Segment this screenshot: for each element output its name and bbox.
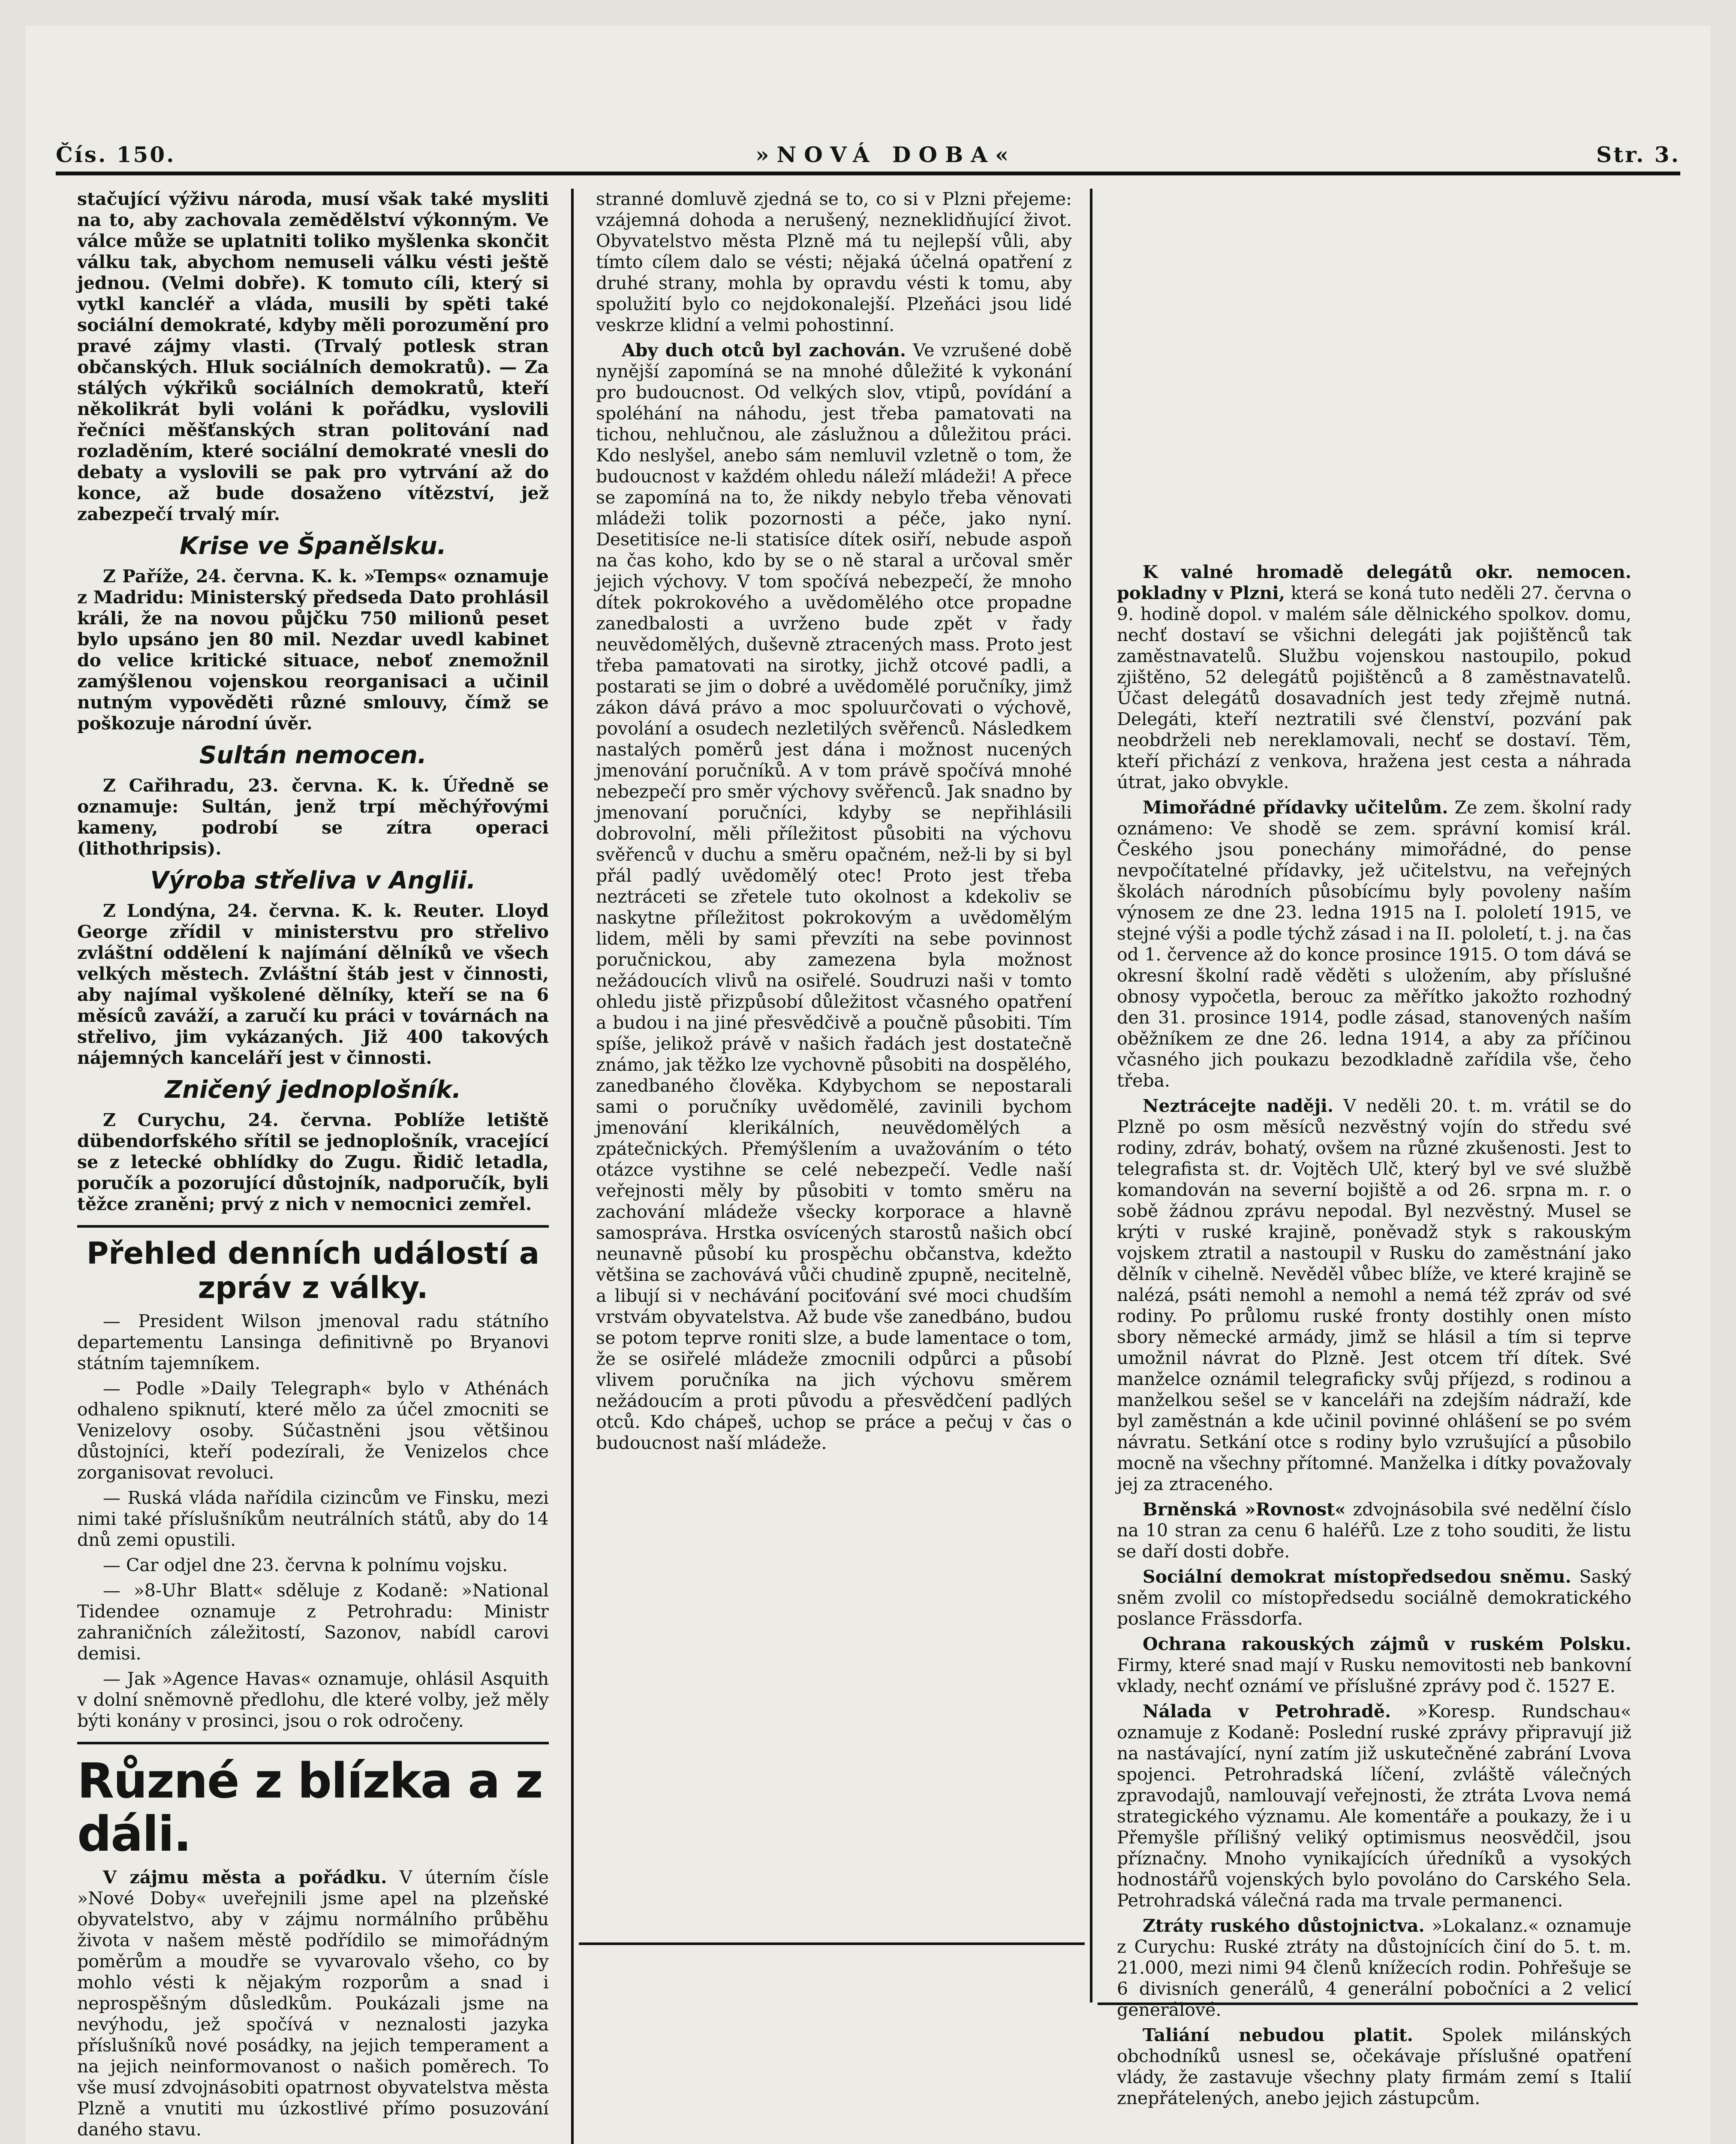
heading-krise: Krise ve Španělsku. xyxy=(180,532,446,560)
article-continuation: stačující výživu národa, musí však také mysliti na to, aby zachovala zemědělství výkonným. Ve válce může se uplatniti toliko myšlenka skončit válku tak, abychom nemuseli válku vésti ještě jednou. (Velmi dobře). K tomuto cíli, který si vytkl kancléř a vláda, musili by spěti také sociální demokraté, kdyby měli porozumění pro pravé zájmy vlasti. (Trvalý potlesk stran občanských. Hluk sociálních demokratů). — Za stálých výkřiků sociálních demokratů, kteří několikrát byli voláni k pořádku, vyslovili řečníci měšťanských stran politování nad rozladěním, které sociální demokraté vnesli do debaty a vyslovili se pak pro vytrvání až do konce, až bude dosaženo vítězství, jež zabezpečí trvalý mír. xyxy=(77,189,549,524)
prehled-item: — Podle »Daily Telegraph« bylo v Athénách odhaleno spiknutí, které mělo za účel zmocniti se Venizelovy osoby. Súčastněni jsou většinou důstojníci, kteří podezírali, že Venizelos chce zorganisovat revoluci. xyxy=(77,1378,549,1483)
article-pridavky-body: Ze zem. školní rady oznámeno: Ve shodě se zem. správní komisí král. Českého jsou ponechány mimořádné, do pense nevpočítatelné přídavky, jež učitelstvu, na veřejných školách národních působícímu byly povoleny naším výnosem ze dne 23. ledna 1915 na I. pololetí 1915, ve stejné výši a podle týchž zásad i na II. pololetí, t. j. na čas od 1. července až do konce prosince 1915. O tom dává se okresní školní radě věděti s uložením, aby příslušné obnosy vypočetla, berouc za měřítko jakožto rozhodný den 31. prosince 1914, podle zásad, stanovených naším oběžníkem ze dne 26. ledna 1914, a aby za příčinou včasného jich poukazu bezodkladně zařídila vše, čeho třeba. xyxy=(1117,797,1631,1091)
article-talian xyxy=(1117,2025,1631,2109)
running-head xyxy=(56,120,1680,175)
page-number: Str. 3. xyxy=(1596,142,1680,167)
column-2 xyxy=(596,189,1072,2007)
article-socdem-lead: Sociální demokrat místopředsedou sněmu. xyxy=(1143,1566,1571,1587)
article-nalada-lead: Nálada v Petrohradě. xyxy=(1143,1701,1391,1722)
article-valne-body: která se koná tuto neděli 27. června o 9. hodině dopol. v malém sále dělnického spolkov. domu, nechť dostaví se všichni delegáti jak pojištěnců tak zaměstnavatelů. Službu vojenskou nastoupilo, pokud zjištěno, 52 delegátů pojištěnců a 8 zaměstnavatelů. Účast delegátů dosavadních jest tedy zřejmě nutná. Delegáti, kteří neztratili své členství, pozvání pak neobdrželi neb nereklamovali, nechť se dostaví. Těm, kteří přichází z venkova, hražena jest cesta a náhrada útrat, jako obvykle. xyxy=(1117,583,1631,792)
heading-ruzne: Různé z blízka a z dáli. xyxy=(77,1742,549,1861)
article-talian-body: Spolek milánských obchodníků usnesl se, očekávaje příslušné opatření vlády, že zastavuje všechny platy firmám zemí s Italií znepřátelených, anebo jejich zástupcům. xyxy=(1117,2025,1631,2108)
article-valne-lead: K valné hromadě delegátů okr. nemocen. pokladny v Plzni, xyxy=(1117,562,1631,603)
column-divider-1 xyxy=(571,189,574,2144)
article-rovnost xyxy=(1117,1499,1631,1562)
article-ochrana-body: Firmy, které snad mají v Rusku nemovitosti neb bankovní vklady, nechť oznámí ve příslušné zprávy pod č. 1527 E. xyxy=(1117,1655,1631,1696)
article-talian-lead: Taliání nebudou platit. xyxy=(1143,2025,1413,2045)
article-krise: Z Paříže, 24. června. K. k. »Temps« oznamuje z Madridu: Ministerský předseda Dato prohlásil králi, že na novou půjčku 750 milionů peset bylo upsáno jen 80 mil. Nezdar uvedl kabinet do velice kritické situace, neboť znemožnil zamýšlenou vojenskou reorganisaci a učinil nutným vypověděti různé smlouvy, čímž se poškozuje národní úvěr. xyxy=(77,566,549,734)
article-ztraty-body: »Lokalanz.« oznamuje z Curychu: Ruské ztráty na důstojnících činí do 5. t. m. 21.000, mezi nimi 94 členů knížecích rodin. Pohřešuje se 6 divisních generálů, 4 generální pobočníci a 2 velicí generálové. xyxy=(1117,1915,1631,2020)
heading-prehled: Přehled denních událostí a zpráv z války. xyxy=(77,1225,549,1305)
article-nadeji-body: V neděli 20. t. m. vrátil se do Plzně po osm měsíců nezvěstný vojín do středu své rodiny, zdráv, bohatý, ovšem na různé zkušenosti. Jest to telegrafista st. dr. Vojtěch Ulč, který byl ve své službě komandován na severní bojiště a od 26. srpna m. r. o sobě žádnou zprávu nepodal. Byl nezvěstný. Musel se krýti v ruské krajině, poněvadž styk s rakouským vojskem ztratil a nastoupil v Rusku do zaměstnání jako dělník v cihelně. Nevěděl vůbec blíže, ve které krajině se nalézá, psáti nemohl a nemohl a nemá též zpráv od své rodiny. Po průlomu ruské fronty dostihly onen místo sbory německé armády, jimž se hlásil a tím si teprve umožnil návrat do Plzně. Jest otcem tří dítek. Své manželce oznámil telegraficky svůj příjezd, s rodinou a manželkou sešel se v kanceláři na zdejším nádraží, kde byl zaměstnán a kde učinil povinné ohlášení se po svém návratu. Setkání otce s rodiny bylo vzrušující a působilo mocně na všechny přítomné. Manželka i dítky považovaly jej za ztraceného. xyxy=(1117,1096,1631,1494)
article-zajem-lead: V zájmu města a pořádku. xyxy=(103,1867,387,1888)
article-pridavky-lead: Mimořádné přídavky učitelům. xyxy=(1143,797,1448,818)
article-ochrana-lead: Ochrana rakouských zájmů v ruském Polsku. xyxy=(1143,1634,1631,1654)
article-ztraty xyxy=(1117,1915,1631,2021)
article-nadeji-lead: Neztrácejte naději. xyxy=(1143,1096,1334,1116)
prehled-item: — Car odjel dne 23. června k polnímu vojsku. xyxy=(103,1555,508,1575)
article-socdem xyxy=(1117,1566,1631,1629)
heading-zniceny: Zničený jednoplošník. xyxy=(165,1076,461,1104)
article-ochrana xyxy=(1117,1634,1631,1697)
article-duch xyxy=(596,340,1072,1454)
prehled-item: — Ruská vláda nařídila cizincům ve Finsku, mezi nimi také příslušníkům neutrálních států, aby do 14 dnů zemi opustili. xyxy=(77,1488,549,1550)
column-divider-2 xyxy=(1090,189,1092,2002)
article-sultan: Z Cařihradu, 23. června. K. k. Úředně se oznamuje: Sultán, jenž trpí měchýřovými kameny, podrobí se zítra operaci (lithothripsis). xyxy=(77,775,549,859)
article-duch-body: Ve vzrušené době nynější zapomíná se na mnohé důležité k vykonání pro budoucnost. Od velkých slov, vtipů, povídání a spoléhání na náhodu, jest třeba pamatovati na tichou, nehlučnou, ale záslužnou a důležitou práci. Kdo neslyšel, anebo sám nemluvil vzletně o tom, že budoucnost v každém ohledu náleží mládeži! A přece se zapomíná na to, že nikdy nebylo třeba věnovati mládeži tolik pozornosti a péče, jako nyní. Desetitisíce ne-li statisíce dítek osiří, nebude aspoň na čas koho, kdo by se o ně staral a určoval směr jejich výchovy. V tom spočívá nebezpečí, že mnoho dítek pokrokového a uvědomělého otce propadne zanedbalosti a uvrženo bude zpět v řady neuvědomělých, duševně ztracených mass. Proto jest třeba pamatovati na sirotky, jichž otcové padli, a postarati se jim o dobré a uvědomělé poručníky, jimž zákon dává právo a moc spoluurčovati o výchově, povolání a osudech nezletilých svěřenců. Následkem nastalých poměrů jest dána i možnost nucených jmenování poručníků. A v tom právě spočívá mnohé nebezpečí pro směr výchovy svěřenců. Jak snadno by jmenovaní poručníci, kdyby se nepřihlásili dobrovolní, měli příležitost působiti na výchovu svěřenců v duchu a směru opačném, než-li by si byl přál padlý uvědomělý otec! Proto jest třeba neztráceti se zřetele tuto okolnost a kdekoliv se naskytne příležitost pokrokovým a uvědomělým lidem, měli by sami převzíti na sebe povinnost poručnickou, aby zamezena byla možnost nežádoucích vlivů na osiřelé. Soudruzi naši v tomto ohledu jistě přizpůsobí důležitost včasného opatření a budou i na jiné přesvědčivě a poučně působiti. Tím spíše, jelikož právě v našich řadách jest dostatečně známo, jak těžko lze vychovně působiti na dospělého, zanedbaného člověka. Kdybychom se nepostarali sami o poručníky uvědomělé, zavinili bychom jmenování klerikálních, neuvědomělých a zpátečnických. Přemýšlením a uvažováním o této otázce vystihne se celé nebezpečí. Vedle naší veřejnosti měly by působiti v tomto směru na zachování mládeže všecky korporace a hlavně samospráva. Hrstka osvícených starostů našich obcí neunavně působí ku prospěchu občanstva, kdežto většina se zachovává vůči chudině zpupně, necitelně, a libují si v nechávání pociťování své moci chudším vrstvám obyvatelstva. Až bude vše zanedbáno, budou se potom teprve roniti slze, a bude lamentace o tom, že se osiřelé mládeže zmocnili odpůrci a působí vlivem poručníka na jich výchovu směrem nežádoucím a proti původu a přesvědčení padlých otců. Kdo chápeš, uchop se práce a pečuj v čas o budoucnost naší mládeže. xyxy=(596,340,1072,1453)
article-rovnost-body: zdvojnásobila své nedělní číslo na 10 stran za cenu 6 haléřů. Lze z toho souditi, že listu se daří dosti dobře. xyxy=(1117,1499,1631,1562)
newspaper-page xyxy=(26,26,1710,2144)
article-nadeji xyxy=(1117,1096,1631,1495)
prehled-item: — »8-Uhr Blatt« sděluje z Kodaně: »National Tidendee oznamuje z Petrohradu: Ministr zahraničních záležitostí, Sazonov, nabídl carovi demisi. xyxy=(77,1580,549,1664)
article-zajem xyxy=(77,1867,549,2140)
article-zajem-continuation: stranné domluvě zjedná se to, co si v Plzni přejeme: vzájemná dohoda a nerušený, nezneklidňující život. Obyvatelstvo města Plzně má tu nejlepší vůli, aby tímto cílem dalo se vésti; nějaká účelná opatření z druhé strany, mohla by opravdu vésti k tomu, aby spolužití bylo co nejdokonalejší. Plzeňáci jsou lidé veskrze klidní a velmi pohostinní. xyxy=(596,189,1072,335)
article-duch-lead: Aby duch otců byl zachován. xyxy=(622,340,906,361)
article-nalada-body: »Koresp. Rundschau« oznamuje z Kodaně: Poslední ruské zprávy připravují již na nastávající, nyní zatím již uskutečněné zabrání Lvova spojenci. Petrohradská líčení, zvláště válečných zpravodajů, namlouvají veřejnosti, že ztráta Lvova nemá strategického významu. Ale komentáře a poukazy, že i u Přemyšle přílišný veliký optimismus neosvědčil, jsou příznačny. Mnoho vynikajících úředníků a vysokých hodnostářů vojenských bylo povoláno do Carského Sela. Petrohradská válečná rada ma trvale permanenci. xyxy=(1117,1701,1631,1911)
column-1 xyxy=(77,189,549,2144)
article-valne xyxy=(1117,562,1631,793)
article-pridavky xyxy=(1117,797,1631,1091)
heading-sultan: Sultán nemocen. xyxy=(199,741,427,769)
prehled-item: — Jak »Agence Havas« oznamuje, ohlásil Asquith v dolní sněmovně předlohu, dle které volby, jež měly býti konány v prosinci, jsou o rok odročeny. xyxy=(77,1668,549,1731)
issue-number: Čís. 150. xyxy=(56,142,176,167)
newspaper-title: »NOVÁ DOBA« xyxy=(755,142,1017,167)
article-socdem-body: Saský sněm zvolil co místopředsedu sociálně demokratického poslance Frässdorfa. xyxy=(1117,1566,1631,1629)
article-zniceny: Z Curychu, 24. června. Poblíže letiště dübendorfského sřítil se jednoplošník, vracející se z letecké obhlídky do Zugu. Řidič letadla, poručík a pozorující důstojník, nadporučík, byli těžce zraněni; prvý z nich v nemocnici zemřel. xyxy=(77,1110,549,1214)
article-rovnost-lead: Brněnská »Rovnost« xyxy=(1143,1499,1346,1520)
article-zajem-body: V úterním čísle »Nové Doby« uveřejnili jsme apel na plzeňské obyvatelstvo, aby v zájmu normálního průběhu života v našem městě podřídilo se mimořádným poměrům a moudře se vyvarovalo všeho, co by mohlo vésti k nějakým rozporům a snad i neprospěšným důsledkům. Poukázali jsme na nevýhodu, jež spočívá v neznalosti jazyka příslušníků nové posádky, na jejich temperament a na jejich neinformovanost o našich poměrech. To vše musí zdvojnásobiti opatrnost obyvatelstva města Plzně a vnutiti mu úzkostlivé přímo posuzování daného stavu. xyxy=(77,1867,549,2140)
prehled-item: — President Wilson jmenoval radu státního departementu Lansinga definitivně po Bryanovi státním tajemníkem. xyxy=(77,1311,549,1373)
article-ztraty-lead: Ztráty ruského důstojnictva. xyxy=(1143,1915,1425,1936)
column-3 xyxy=(1117,562,1631,2108)
article-vyroba: Z Londýna, 24. června. K. k. Reuter. Lloyd George zřídil v ministerstvu pro střelivo zvláštní oddělení k najímání dělníků ve všech velkých městech. Zvláštní štáb jest v činnosti, aby najímal vyškolené dělníky, kteří se na 6 měsíců zaváží, a zaručí ku práci v továrnách na střelivo, jim vykázaných. Již 400 takových nájemných kanceláří jest v činnosti. xyxy=(77,900,549,1068)
article-nalada xyxy=(1117,1701,1631,1911)
heading-vyroba: Výroba střeliva v Anglii. xyxy=(150,867,476,894)
